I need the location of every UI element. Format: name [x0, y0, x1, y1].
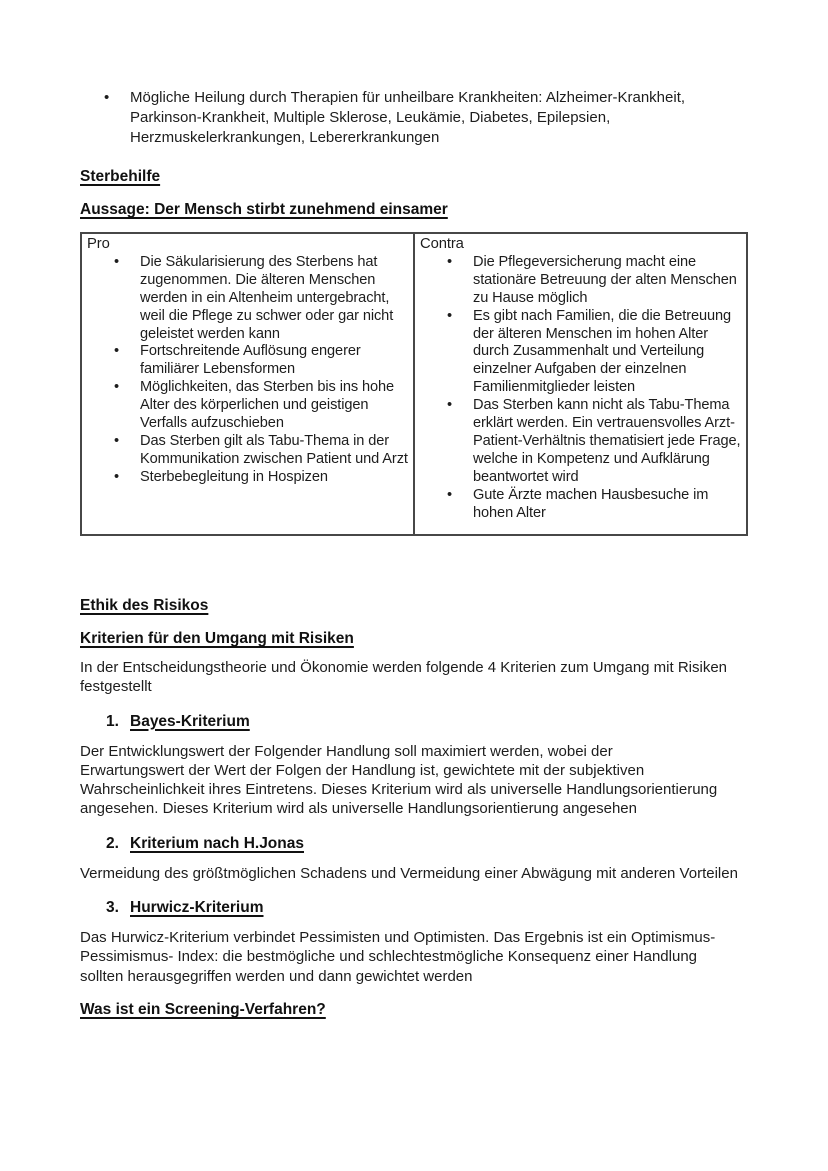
criterion-title: Hurwicz-Kriterium — [130, 899, 264, 917]
contra-item: • Das Sterben kann nicht als Tabu-Thema erklärt werden. Ein vertrauensvolles Arzt-Patient-Verhältnis thematisiert jede Frage, welche in Kompetenz und Aufklärung beantwortet wird — [420, 397, 743, 487]
contra-column — [415, 234, 746, 534]
pro-item: • Fortschreitende Auflösung engerer familiärer Lebensformen — [87, 343, 410, 379]
criterion-heading-bayes — [80, 712, 748, 731]
pro-item: • Sterbebegleitung in Hospizen — [87, 469, 410, 487]
criterion-number: 2. — [106, 834, 119, 852]
list-item: • Mögliche Heilung durch Therapien für unheilbare Krankheiten: Alzheimer-Krankheit, Parkinson-Krankheit, Multiple Sklerose, Leukämie, Diabetes, Epilepsien, Herzmuskelerkrankungen, Lebererkrankungen — [80, 88, 748, 148]
heading-ethik-des-risikos: Ethik des Risikos — [80, 597, 209, 614]
contra-item: • Es gibt nach Familien, die die Betreuung der älteren Menschen im hohen Alter durch Zusammenhalt und Verteilung einzelner Aufgaben der einzelnen Familienmitglieder leisten — [420, 308, 743, 398]
risk-intro-paragraph: In der Entscheidungstheorie und Ökonomie werden folgende 4 Kriterien zum Umgang mit Risiken festgestellt — [80, 659, 728, 696]
heading-screening: Was ist ein Screening-Verfahren? — [80, 1000, 326, 1018]
criterion-body-jonas: Vermeidung des größtmöglichen Schadens und Vermeidung einer Abwägung mit anderen Vorteilen — [80, 864, 738, 882]
criterion-number: 3. — [106, 899, 119, 917]
pro-item: • Möglichkeiten, das Sterben bis ins hohe Alter des körperlichen und geistigen Verfalls aufzuschieben — [87, 379, 410, 433]
contra-item: • Die Pflegeversicherung macht eine stationäre Betreuung der alten Menschen zu Hause möglich — [420, 254, 743, 308]
pro-contra-table — [80, 232, 748, 536]
intro-bullet-list — [80, 88, 748, 148]
criterion-body-bayes: Der Entwicklungswert der Folgender Handlung soll maximiert werden, wobei der Erwartungswert der Wert der Folgen der Handlung ist, gewichtete mit der subjektiven Wahrscheinlichkeit ihres Eintretens. Dieses Kriterium wird als universelle Handlungsorientierung angesehen. Dieses Kriterium wird als universelle Handlungsorientierung angesehen — [80, 742, 718, 818]
pro-item: • Die Säkularisierung des Sterbens hat zugenommen. Die älteren Menschen werden in ein Altenheim untergebracht, weil die Pflege zu schwer oder gar nicht geleistet werden kann — [87, 254, 410, 344]
contra-item-list — [420, 254, 743, 523]
heading-sterbehilfe: Sterbehilfe — [80, 168, 161, 185]
heading-kriterien: Kriterien für den Umgang mit Risiken — [80, 630, 354, 647]
pro-column-header: Pro — [87, 236, 110, 252]
contra-column-header: Contra — [420, 236, 464, 252]
criterion-title: Kriterium nach H.Jonas — [130, 834, 304, 852]
criterion-title: Bayes-Kriterium — [130, 712, 250, 730]
heading-aussage: Aussage: Der Mensch stirbt zunehmend einsamer — [80, 201, 448, 218]
contra-item: • Gute Ärzte machen Hausbesuche im hohen Alter — [420, 487, 743, 523]
criterion-heading-hurwicz — [80, 898, 748, 917]
pro-item: • Das Sterben gilt als Tabu-Thema in der Kommunikation zwischen Patient und Arzt — [87, 433, 410, 469]
pro-column — [82, 234, 415, 534]
pro-item-list — [87, 254, 410, 487]
criterion-number: 1. — [106, 712, 119, 730]
criterion-heading-jonas — [80, 834, 748, 853]
criterion-body-hurwicz: Das Hurwicz-Kriterium verbindet Pessimisten und Optimisten. Das Ergebnis ist ein Optimismus-Pessimismus- Index: die bestmögliche und schlechtestmögliche Konsequenz einer Handlung sollten herausgegriffen werden und dann gewichtet werden — [80, 929, 716, 985]
